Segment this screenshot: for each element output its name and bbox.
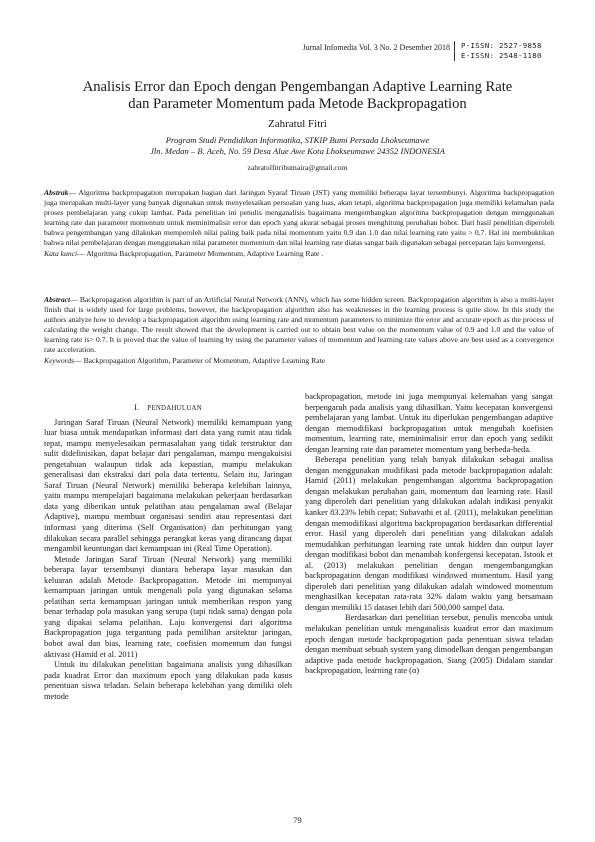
abstrak-paragraph — [44, 188, 554, 249]
page-number: 79 — [293, 815, 302, 825]
abstract-text: — Backpropagation algorithm is part of an Artificial Neural Network (ANN), which has some hidden screen. Backpropagation algorithm is also a multi-layer finish that is widely used for large problems, however, the backpropagation algorithm also has weaknesses in the learning process is quite slow. In this study the authors analyze how to develop a backpropagation algorithm using learning rate and momentum parameters to minimize the error and accurate epoch as the process of calculating the weight change. The result showed that the development is carried out to obtain best value on the momentum value of 0.9 and 1.0 and the value of learning rate is> 0.7. It is proved that the value of learning by using the parameter values of momentum and learning rate values above are best used as a convergence rate acceleration. — [44, 295, 554, 355]
author-email: zahratulfitrihumaira@gmail.com — [247, 163, 348, 172]
section-number: I. — [134, 403, 139, 412]
left-column — [44, 403, 292, 702]
author-name: Zahratul Fitri — [268, 118, 327, 130]
title-line-1: Analisis Error dan Epoch dengan Pengembangan Adaptive Learning Rate — [82, 79, 513, 95]
intro-paragraph-6: Berdasarkan dari penelitian tersebut, penulis mencoba untuk melakukan penelitian untuk menganalisis kuadrat error dan maximum epoch dengan metode backpropagation pada penentuan siswa teladan dengan membuat sebuah system yang dimodelkan dengan pengembangan adaptive pada metode backpropagation. Siang (2005) Didalam standar backpropagation, learning rate (α) — [305, 613, 553, 676]
affiliation-line-1: Program Studi Pendidikan Informatika, STKIP Bumi Persada Lhokseumawe — [165, 135, 430, 145]
intro-paragraph-4: backpropagation, metode ini juga mempunyai kelemahan yang sangat berpengaruh pada analisis yang dihasilkan. Yaitu kecepatan konvergensi pembelajaran yang lambat. Untuk itu diperlukan pengembangan adaptive dengan memodifikasi backpropagation untuk mengubah koefisien momentum, learning rate, meminimalisir error dan epoch yang sedikit dengan learning rate dan parameter momentum yang berbeda-beda. — [305, 392, 553, 454]
abstract-block — [44, 295, 554, 366]
affiliation-line-2: Jln. Medan – B. Aceh, No. 59 Desa Alue Awe Kota Lhokseumawe 24352 INDONESIA — [150, 146, 445, 156]
intro-paragraph-5: Beberapa penelitian yang telah banyak dilakukan sebagai analisa dengan menggunakan modifikasi pada metode backpropagation adalah: Hamid (2011) melakukan pengembangan algoritma backpropagation dengan melakukan perubahan gain, momentum dan learning rate. Hasil yang diperoleh dari penelitian yang dilakukan adalah indikasi penyakit kanker 83.23% lebih cepat; Subavathi et al. (2011), melakukan penelitian dengan memodifikasi algoritma backpropagation berdasarkan differential error. Hasil yang diperoleh dari penelitian yang dilakukan adalah memudahkan perhitungan learning rate untuk hidden dan output layer dengan modifikasi bobot dan menambah konfergensi kecepatan. Istook et al. (2013) melakukan penelitian dengan mengembangangkan backpropagation dengan modifikasi windowed momentum. Hasil yang diperoleh dari penelitian yang dilakukan adalah windowed momentum menghasilkan kecepatan rata-rata 32% dalam waktu yang bersamaan dengan memiliki 15 dataset lebih dari 500,000 sampel data. — [305, 455, 553, 612]
issn-block — [461, 41, 542, 61]
abstrak-label: Abstrak — [44, 188, 69, 197]
header-divider — [454, 41, 455, 61]
section-heading — [44, 403, 292, 415]
abstract-label: Abstract — [44, 295, 71, 304]
intro-paragraph-2: Metode Jaringan Saraf Tiruan (Neural Network) yang memiliki beberapa layar tersembunyi diantara beberapa layar masukan dan keluaran adalah Metode Backpropagation. Metode ini mempunyai kemampuan jaringan untuk mengenali pola yang digunakan selama pelatihan serta kemampuan jaringan untuk memberikan respon yang benar terhadap pola masukan yang serupa (tapi tidak sama) dengan pola yang dipakai selama pelatihan. Laju konvergensi dari algoritma Backpropagation juga tergantung pada pemilihan arsitektur jaringan, bobot awal dan bias, learning rate, coefisien momentum dan fungsi aktivasi (Hamid et al. 2011) — [44, 554, 292, 659]
section-title: PENDAHULUAN — [147, 405, 202, 412]
kata-kunci-label: Kata kunci — [44, 248, 78, 258]
keywords-label: Keywords — [44, 355, 75, 365]
paper-title — [40, 79, 555, 113]
right-column — [305, 392, 553, 677]
journal-citation: Jurnal Infomedia Vol. 3 No. 2 Desember 2018 — [302, 43, 450, 52]
journal-header — [300, 40, 550, 66]
abstrak-text: — Algoritma backpropagation merupakan bagian dari Jaringan Syaraf Tiruan (JST) yang memiliki beberapa layar tersembunyi. Algoritma backpropagation juga merupakan multi-layer yang banyak digunakan untuk menyelesaikan persoalan yang luas, akan tetapi, algoritma backpropagation juga memiliki kelamahan pada proses pembelajaran yang cukup lambat. Pada penelitian ini penulis menganalisis bagaimana mengembangkan algoritma backpropagation dengan menggunakan learning rate dan parameter momentum untuk meminimalisir error dan epoch yang akurat sebagai proses menghitung perubahan bobot. Dari hasil penelitian diperoleh bahwa pengembangan yang dilakukan memperoleh nilai paling baik pada nilai momentum yaitu 0.9 dan 1.0 dan nilai learning rate yaitu > 0.7. Hal ini membuktikan bahwa nilai pembelajaran dengan menggunakan nilai parameter momentum dan nilai learning rate diatas sangat baik digunakan sebagai percepatan laju konvergensi. — [44, 188, 554, 248]
intro-paragraph-3: Untuk itu dilakukan penelitian bagaimana analisis yang dihasilkan pada kuadrat Error dan maximum epoch yang dilakukan pada kasus penentuan siswa teladan. Selain beberapa kelebihan yang dimiliki oleh metode — [44, 660, 292, 701]
keywords — [44, 356, 554, 366]
intro-paragraph-1: Jaringan Saraf Tiruan (Neural Network) memiliki kemampuan yang luar biasa untuk mendapatkan informasi dari data yang rumit atau tidak tepat, mampu menyelesaikan permasalahan yang tidak terstruktur dan sulit didefinisikan, dapat belajar dari pengalaman, mampu mengakuisisi pengetahuan walaupun tidak ada kepastian, mampu melakukan generalisasi dan ekstraksi dari pola data tertentu. Selain itu, Jaringan Saraf Tiruan (Neural Network) memiliki beberapa kelebihan lainnya, yaitu mampu mempelajari bagaimana melakukan pekerjaan berdasarkan data yang diberikan untuk pelatihan atau pengalaman awal (Belajar Adaptive), mampu membuat organisasi sendiri atau representasi dari informasi yang diterima (Self Organisation) dan perhitungan yang dilakukan secara parallel sehingga perangkat keras yang dirancang dapat mengambil keuntungan dari kemampuan ini (Real Time Operation). — [44, 417, 292, 554]
abstract-paragraph — [44, 295, 554, 356]
keywords-text: — Backpropagation Algorithm, Parameter of Momentum, Adaptive Learning Rate — [74, 355, 326, 365]
kata-kunci-text: — Algoritma Backpropagation, Parameter Momentum, Adaptive Learning Rate . — [77, 248, 324, 258]
affiliation — [40, 135, 555, 157]
p-issn: P-ISSN: 2527-9858 — [461, 41, 542, 50]
kata-kunci — [44, 249, 554, 259]
e-issn: E-ISSN: 2548-1180 — [461, 51, 542, 60]
abstrak-block — [44, 188, 554, 259]
title-line-2: dan Parameter Momentum pada Metode Backpropagation — [128, 96, 467, 112]
